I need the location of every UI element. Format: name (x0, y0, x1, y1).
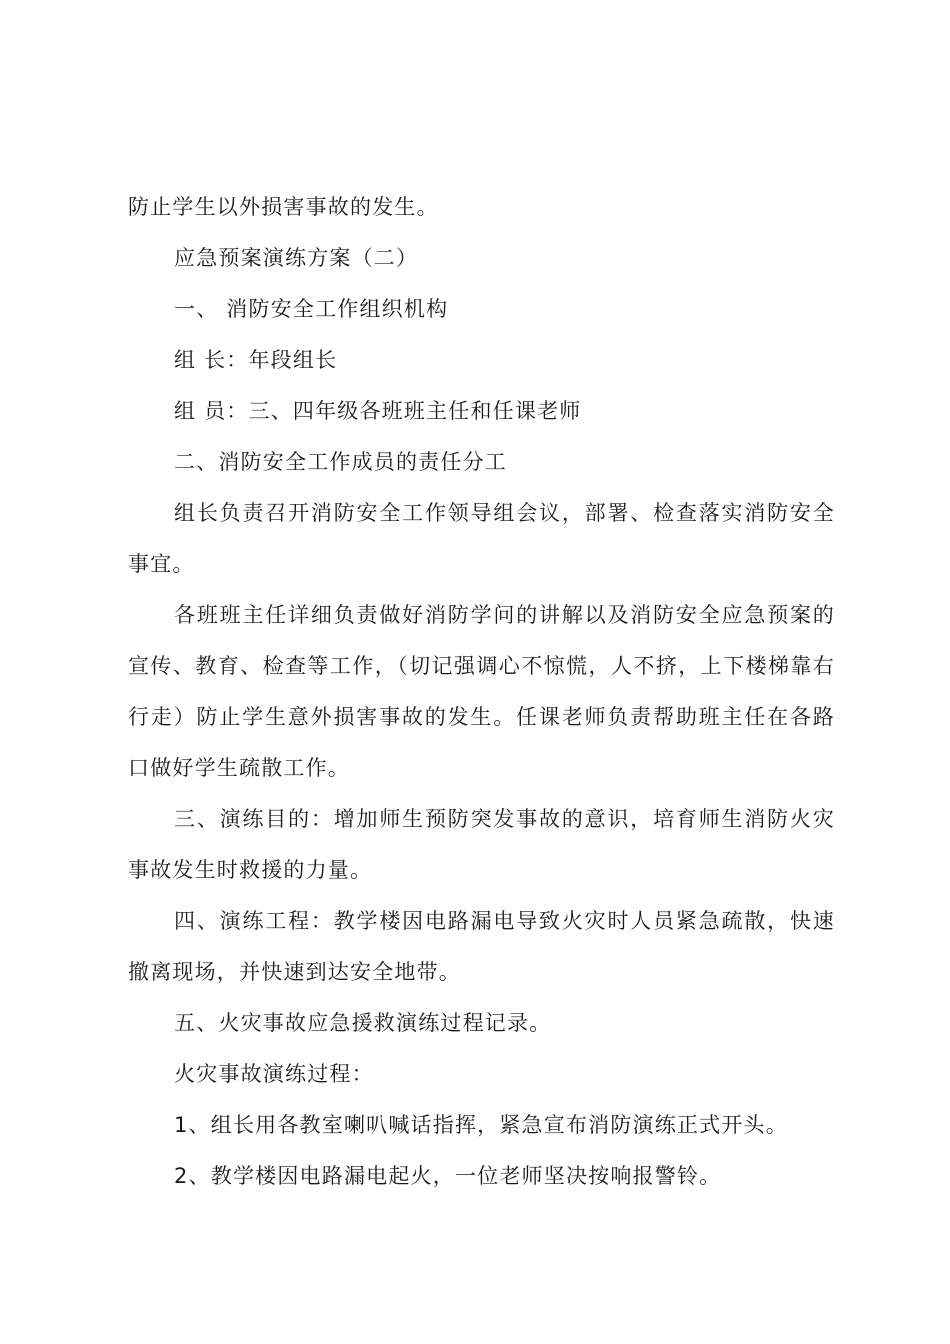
paragraph-teacher-duty: 各班班主任详细负责做好消防学问的讲解以及消防安全应急预案的宣传、教育、检查等工作，（切记强调心不惊慌，人不挤，上下楼梯靠右行走）防止学生意外损害事故的发生。任课老师负责帮助班主任在各路口做好学生疏散工作。 (128, 603, 835, 780)
list-item-step-2: 2、教学楼因电路漏电起火，一位老师坚决按响报警铃。 (174, 1164, 722, 1188)
heading-organization: 一、 消防安全工作组织机构 (174, 297, 449, 321)
group-leader-line: 组 长：年段组长 (174, 348, 338, 372)
paragraph-leader-duty: 组长负责召开消防安全工作领导组会议，部署、检查落实消防安全事宜。 (128, 501, 835, 576)
paragraph-continuation: 防止学生以外损害事故的发生。 (128, 195, 439, 219)
list-item-step-1: 1、组长用各教室喇叭喊话指挥，紧急宣布消防演练正式开头。 (174, 1113, 788, 1137)
heading-drill-record: 五、火灾事故应急援救演练过程记录。 (174, 1011, 552, 1035)
document-body (128, 182, 835, 1202)
heading-drill-purpose: 三、演练目的：增加师生预防突发事故的意识，培育师生消防火灾事故发生时救援的力量。 (128, 807, 835, 882)
section-title: 应急预案演练方案（二） (174, 246, 419, 270)
heading-drill-project: 四、演练工程：教学楼因电路漏电导致火灾时人员紧急疏散，快速撤离现场，并快速到达安全地带。 (128, 909, 835, 984)
drill-process-label: 火灾事故演练过程： (174, 1062, 374, 1086)
heading-responsibilities: 二、消防安全工作成员的责任分工 (174, 450, 507, 474)
group-members-line: 组 员：三、四年级各班班主任和任课老师 (174, 399, 582, 423)
